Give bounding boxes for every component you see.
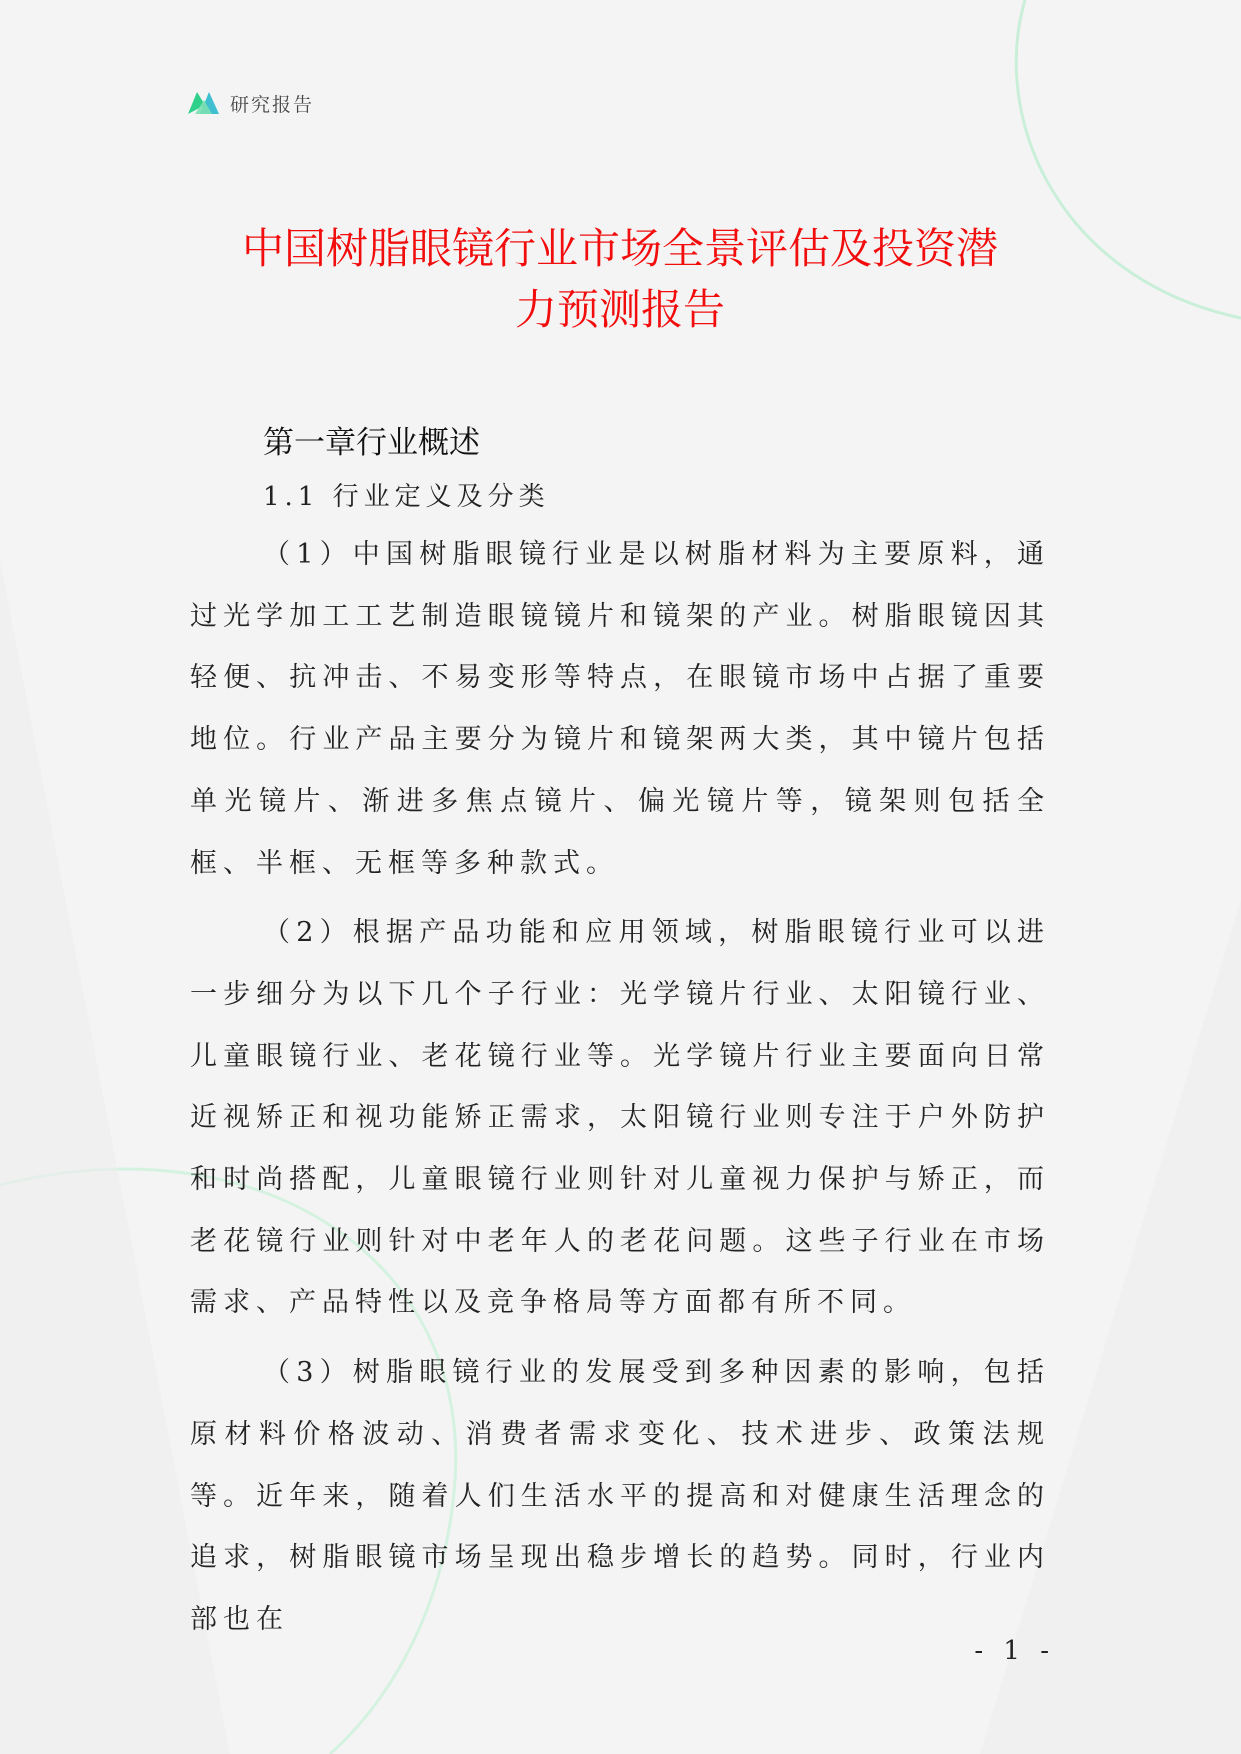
paragraph-2: （2）根据产品功能和应用领域，树脂眼镜行业可以进一步细分为以下几个子行业：光学镜片行业、太阳镜行业、儿童眼镜行业、老花镜行业等。光学镜片行业主要面向日常近视矫正和视功能矫正需求，太阳镜行业则专注于户外防护和时尚搭配，儿童眼镜行业则针对儿童视力保护与矫正，而老花镜行业则针对中老年人的老花问题。这些子行业在市场需求、产品特性以及竞争格局等方面都有所不同。 <box>190 917 1050 1319</box>
report-title <box>140 218 1100 340</box>
section-heading: 1.1 行业定义及分类 <box>263 482 550 512</box>
report-title-line1: 中国树脂眼镜行业市场全景评估及投资潜 <box>241 224 998 273</box>
brand-text: 研究报告 <box>230 93 315 116</box>
document-body <box>190 420 1050 1651</box>
report-title-line2: 力预测报告 <box>514 285 725 334</box>
header-brand <box>186 88 314 118</box>
brand-logo-icon <box>186 88 222 118</box>
paragraph-3: （3）树脂眼镜行业的发展受到多种因素的影响，包括原材料价格波动、消费者需求变化、技术进步、政策法规等。近年来，随着人们生活水平的提高和对健康生活理念的追求，树脂眼镜市场呈现出稳步增长的趋势。同时，行业内部也在 <box>190 1357 1050 1635</box>
page-number-text: - 1 - <box>974 1636 1055 1666</box>
paragraph-1: （1）中国树脂眼镜行业是以树脂材料为主要原料，通过光学加工工艺制造眼镜镜片和镜架的产业。树脂眼镜因其轻便、抗冲击、不易变形等特点，在眼镜市场中占据了重要地位。行业产品主要分为镜片和镜架两大类，其中镜片包括单光镜片、渐进多焦点镜片、偏光镜片等，镜架则包括全框、半框、无框等多种款式。 <box>190 539 1050 879</box>
chapter-heading: 第一章行业概述 <box>263 425 480 461</box>
page-number <box>0 1636 1241 1666</box>
